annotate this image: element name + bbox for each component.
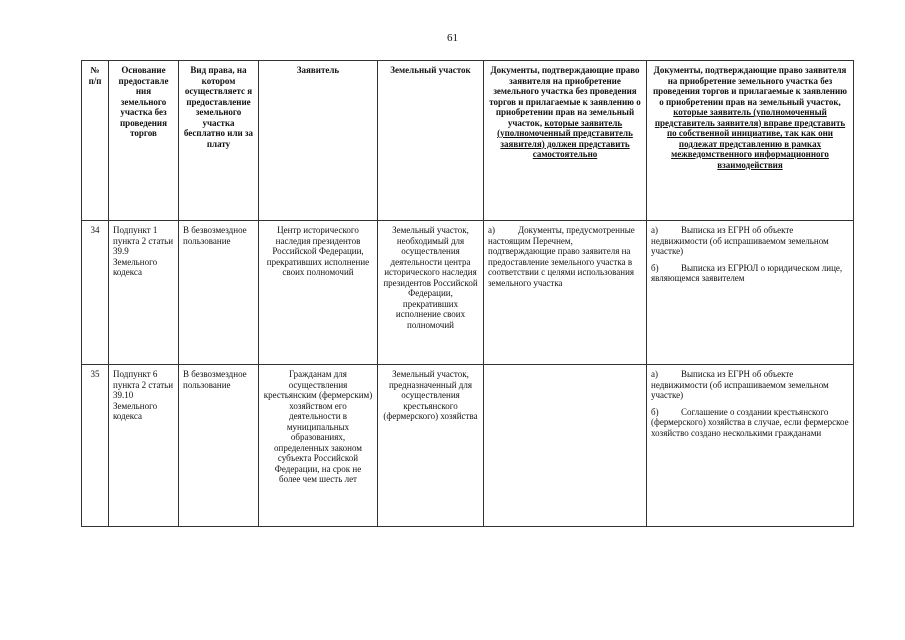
document-list-item (651, 263, 849, 284)
row-applicant-cell: Гражданам для осуществления крестьянским (фермерским) хозяйством его деятельности в муниципальных образованиях, определенных законом субъекта Российской Федерации, на срок не более чем шесть лет (259, 365, 378, 527)
document-list-item (651, 369, 849, 401)
header-docs-interagency-text: Документы, подтверждающие право заявителя на приобретение земельного участка без проведения торгов и прилагаемые к заявлению о приобретении прав на земельный участок, (652, 65, 848, 107)
row-docs-interagency-cell (647, 365, 854, 527)
header-land-plot: Земельный участок (378, 61, 484, 221)
table-row (82, 221, 854, 365)
list-item-marker: а) (651, 369, 658, 379)
document-list-item (488, 225, 642, 288)
list-item-text: Выписка из ЕГРН об объекте недвижимости (об испрашиваемом земельном участке) (651, 369, 829, 400)
row-docs-self-cell (484, 365, 647, 527)
list-item-marker: а) (488, 225, 495, 235)
header-docs-interagency (647, 61, 854, 221)
row-right-type-cell: В безвозмездное пользование (179, 365, 259, 527)
list-item-marker: а) (651, 225, 658, 235)
table-row (82, 365, 854, 527)
header-docs-interagency-underlined: которые заявитель (уполномоченный представитель заявителя) вправе представить по собственной инициативе, так как они подлежат представлению в рамках межведомственного информационного взаимодействия (654, 107, 846, 170)
document-list-item (651, 407, 849, 439)
list-item-text: Выписка из ЕГРЮЛ о юридическом лице, являющемся заявителем (651, 262, 843, 283)
document-list-item (651, 225, 849, 257)
row-applicant-cell: Центр исторического наследия президентов Российской Федерации, прекративших исполнение своих полномочий (259, 221, 378, 365)
header-docs-self-text: Документы, подтверждающие право заявителя на приобретение земельного участка без проведения торгов и прилагаемые к заявлению о приобретении прав на земельный участок, (489, 65, 641, 128)
header-docs-self-underlined: которые заявитель (уполномоченный представитель заявителя) должен представить самостоятельно (497, 117, 633, 159)
land-grant-table (81, 60, 854, 527)
header-num: № п/п (82, 61, 109, 221)
row-basis-cell: Подпункт 1 пункта 2 статьи 39.9 Земельного кодекса (109, 221, 179, 365)
list-item-text: Выписка из ЕГРН об объекте недвижимости (об испрашиваемом земельном участке) (651, 225, 829, 256)
row-basis-cell: Подпункт 6 пункта 2 статьи 39.10 Земельного кодекса (109, 365, 179, 527)
row-land-plot-cell: Земельный участок, предназначенный для осуществления крестьянского (фермерского) хозяйства (378, 365, 484, 527)
row-right-type-cell: В безвозмездное пользование (179, 221, 259, 365)
list-item-text: Соглашение о создании крестьянского (фермерского) хозяйства в случае, если фермерское хозяйство создано несколькими гражданами (651, 406, 849, 438)
header-applicant: Заявитель (259, 61, 378, 221)
header-basis: Основание предоставле ния земельного участка без проведения торгов (109, 61, 179, 221)
list-item-marker: б) (651, 262, 659, 273)
list-item-text: Документы, предусмотренные настоящим Перечнем, подтверждающие право заявителя на предоставление земельного участка в соответствии с целями использования земельного участка (488, 225, 635, 288)
row-docs-self-cell (484, 221, 647, 365)
row-land-plot-cell: Земельный участок, необходимый для осуществления деятельности центра исторического наследия президентов Российской Федерации, прекративших исполнение своих полномочий (378, 221, 484, 365)
row-num-cell: 34 (82, 221, 109, 365)
list-item-marker: б) (651, 406, 659, 417)
row-docs-interagency-cell (647, 221, 854, 365)
table-header-row (82, 61, 854, 221)
header-docs-self (484, 61, 647, 221)
page-number: 61 (447, 32, 458, 44)
row-num-cell: 35 (82, 365, 109, 527)
header-right-type: Вид права, на котором осуществляетс я предоставление земельного участка бесплатно или за плату (179, 61, 259, 221)
